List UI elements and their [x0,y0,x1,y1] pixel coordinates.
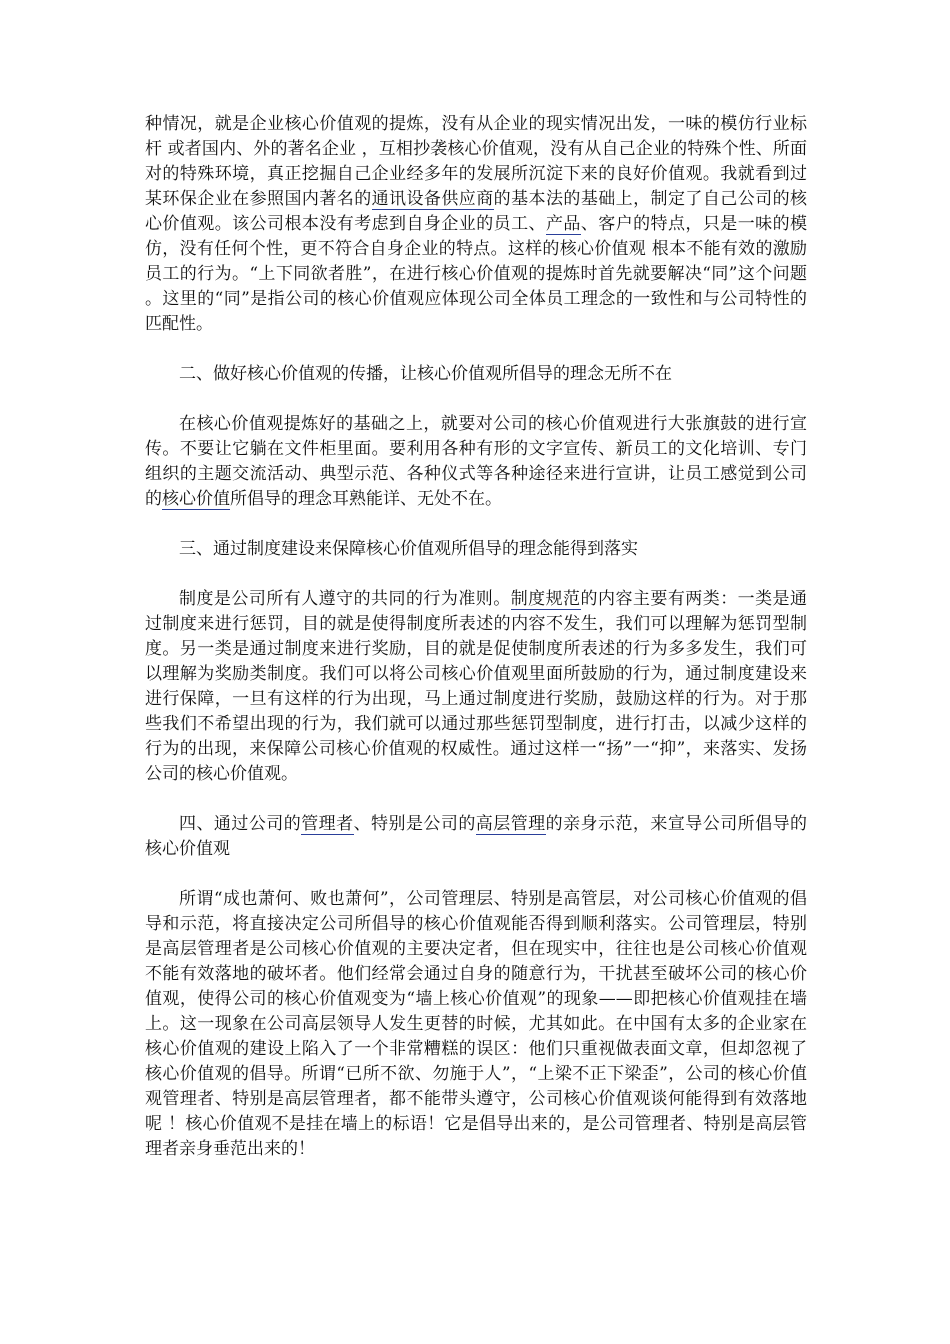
paragraph-leadership-example: 所谓“成也萧何、败也萧何”，公司管理层、特别是高管层，对公司核心价值观的倡导和示范，将直接决定公司所倡导的核心价值观能否得到顺利落实。公司管理层，特别是高层管理者是公司核心价值观的主要决定者，但在现实中，往往也是公司核心价值观不能有效落地的破坏者。他们经常会通过自身的随意行为，干扰甚至破坏公司的核心价值观，使得公司的核心价值观变为“墙上核心价值观”的现象——即把核心价值观挂在墙上。这一现象在公司高层领导人发生更替的时候，尤其如此。在中国有太多的企业家在核心价值观的建设上陷入了一个非常糟糕的误区：他们只重视做表面文章，但却忽视了核心价值观的倡导。所谓“已所不欲、勿施于人”，“上梁不正下梁歪”，公司的核心价值观管理者、特别是高层管理者，都不能带头遵守，公司核心价值观谈何能得到有效落地呢 ！核心价值观不是挂在墙上的标语！它是倡导出来的，是公司管理者、特别是高层管理者亲身垂范出来的！ [145,889,807,1159]
heading-text: 、特别是公司的 [353,814,476,834]
link-institution-norms[interactable]: 制度规范 [510,589,581,609]
paragraph-propagation [145,412,807,512]
section-heading-3: 三、通过制度建设来保障核心价值观所倡导的理念能得到落实 [179,539,638,559]
link-senior-management[interactable]: 高层管理 [475,814,546,834]
paragraph-text: 的基本法的基础上，制定了自己公司的核心价值观。该公司根本没有考虑到自身企业的员工、 [145,189,808,234]
link-manager[interactable]: 管理者 [301,814,354,834]
link-telecom-supplier[interactable]: 通讯设备供应商 [371,189,494,209]
paragraph-text: 种情况，就是企业核心价值观的提炼，没有从企业的现实情况出发，一味的模仿行业标杆 或者国内、外的著名企业 ，互相抄袭核心价值观，没有从自己企业的特殊个性、所面对的特殊环境，真正挖掘自己企业经多年的发展所沉淀下来的良好价值观。我就看到过某环保企业在参照国内著名的 [145,114,807,209]
paragraph-text: 所倡导的理念耳熟能详、无处不在。 [230,489,502,509]
paragraph-core-values-extraction [145,112,807,337]
link-core-value[interactable]: 核心价值 [162,489,230,509]
paragraph-text: 在核心价值观提炼好的基础之上，就要对公司的核心价值观进行大张旗鼓的进行宣传。不要让它躺在文件柜里面。要利用各种有形的文字宣传、新员工的文化培训、专门组织的主题交流活动、典型示范、各种仪式等各种途径来进行宣讲，让员工感觉到公司的 [145,414,807,509]
heading-text: 四、通过公司的 [179,814,302,834]
section-heading-4 [145,812,807,862]
paragraph-text: 、客户的特点，只是一味的模仿，没有任何个性，更不符合自身企业的特点。这样的核心价值观 根本不能有效的激励员工的行为。“上下同欲者胜”，在进行核心价值观的提炼时首先就要解决“同”这个问题 。这里的“同”是指公司的核心价值观应体现公司全体员工理念的一致性和与公司特性的匹配性。 [145,214,808,334]
link-product[interactable]: 产品 [545,214,581,234]
paragraph-institution [145,587,807,787]
paragraph-text: 的内容主要有两类：一类是通过制度来进行惩罚，目的就是使得制度所表述的内容不发生，我们可以理解为惩罚型制度。另一类是通过制度来进行奖励，目的就是促使制度所表述的行为多多发生，我们可以理解为奖励类制度。我们可以将公司核心价值观里面所鼓励的行为，通过制度建设来进行保障，一旦有这样的行为出现，马上通过制度进行奖励，鼓励这样的行为。对于那些我们不希望出现的行为，我们就可以通过那些惩罚型制度，进行打击，以减少这样的行为的出现，来保障公司核心价值观的权威性。通过这样一“扬”一“抑”，来落实、发扬公司的核心价值观。 [145,589,808,784]
section-heading-2: 二、做好核心价值观的传播，让核心价值观所倡导的理念无所不在 [179,364,672,384]
paragraph-text: 制度是公司所有人遵守的共同的行为准则。 [179,589,511,609]
document-page [145,112,807,1162]
heading-text: 的亲身示范，来宣导公司所倡导的核心价值观 [145,814,808,859]
